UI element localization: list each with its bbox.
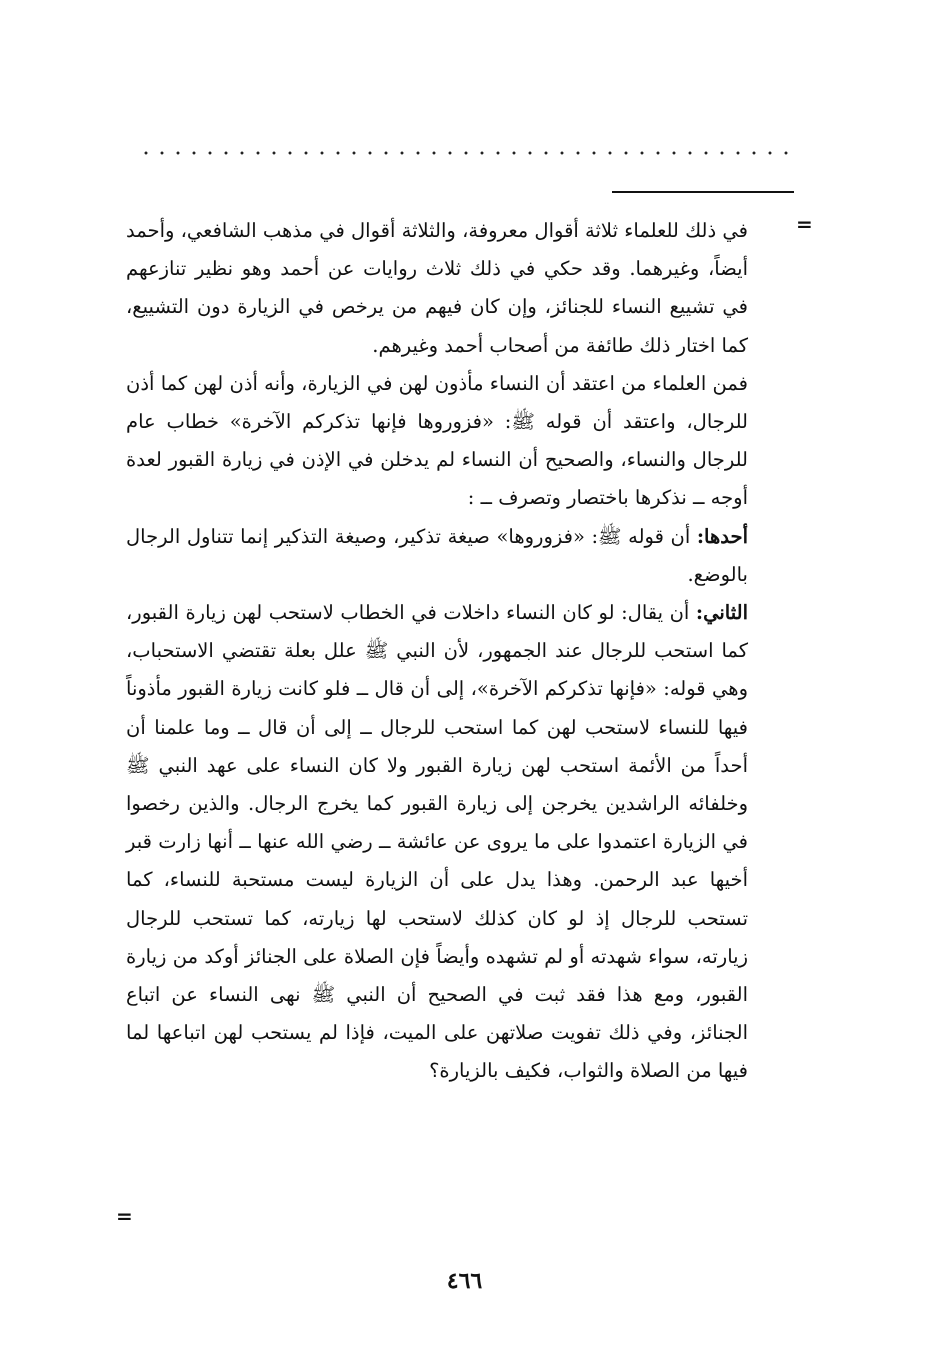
- header-dotted-rule: [138, 150, 798, 156]
- paragraph-2: [126, 365, 748, 518]
- continuation-mark-top: =: [796, 212, 813, 236]
- paragraph-second-reason: [126, 594, 748, 1091]
- continuation-mark-bottom: =: [116, 1204, 133, 1228]
- paragraph-text: أن يقال: لو كان النساء داخلات في الخطاب لاستحب لهن زيارة القبور، كما استحب للرجال عند الجمهور، لأن النبي ﷺ علل بعلة تقتضي الاستحباب، وهي قوله: «فإنها تذكركم الآخرة»، إلى أن قال ــ فلو كانت زيارة القبور مأذوناً فيها للنساء لاستحب لهن كما استحب للرجال ــ إلى أن قال ــ وما علمنا أن أحداً من الأئمة استحب لهن زيارة القبور ولا كان النساء على عهد النبي ﷺ وخلفائه الراشدين يخرجن إلى زيارة القبور كما يخرج الرجال. والذين رخصوا في الزيارة اعتمدوا على ما يروى عن عائشة ــ رضي الله عنها ــ أنها زارت قبر أخيها عبد الرحمن. وهذا يدل على أن الزيارة ليست مستحبة للنساء، كما تستحب للرجال إذ لو كان كذلك لاستحب لها زيارته، كما تستحب للرجال زيارته، سواء شهدته أو لم تشهده وأيضاً فإن الصلاة على الجنائز أوكد من زيارة القبور، ومع هذا فقد ثبت في الصحيح أن النبي ﷺ نهى النساء عن اتباع الجنائز، وفي ذلك تفويت صلاتهن على الميت، فإذا لم يستحب لهن اتباعها لما فيها من الصلاة والثواب، فكيف بالزيارة؟: [126, 601, 748, 1083]
- paragraph-text: أن قوله ﷺ: «فزوروها» صيغة تذكير، وصيغة التذكير إنما تتناول الرجال بالوضع.: [126, 524, 748, 586]
- footnote-text-block: [126, 212, 748, 1091]
- paragraph-text: فمن العلماء من اعتقد أن النساء مأذون لهن في الزيارة، وأنه أذن لهن كما أذن للرجال، واعتقد أن قوله ﷺ: «فزوروها فإنها تذكركم الآخرة» خطاب عام للرجال والنساء، والصحيح أن النساء لم يدخلن في الإذن في زيارة القبور لعدة أوجه ــ نذكرها باختصار وتصرف ــ :: [126, 371, 748, 510]
- paragraph-text: في ذلك للعلماء ثلاثة أقوال معروفة، والثلاثة أقوال في مذهب الشافعي، وأحمد أيضاً، وغيرهما. وقد حكي في ذلك ثلاث روايات عن أحمد وهو نظير تنازعهم في تشييع النساء للجنائز، وإن كان فيهم من يرخص في الزيارة دون التشييع، كما اختار ذلك طائفة من أصحاب أحمد وغيرهم.: [126, 219, 748, 357]
- footnote-separator-line: [612, 191, 794, 193]
- page-number: ٤٦٦: [446, 1268, 483, 1294]
- paragraph-1: [126, 212, 748, 365]
- paragraph-lead: أحدها:: [696, 524, 748, 548]
- paragraph-first-reason: [126, 518, 748, 594]
- paragraph-lead: الثاني:: [695, 601, 748, 625]
